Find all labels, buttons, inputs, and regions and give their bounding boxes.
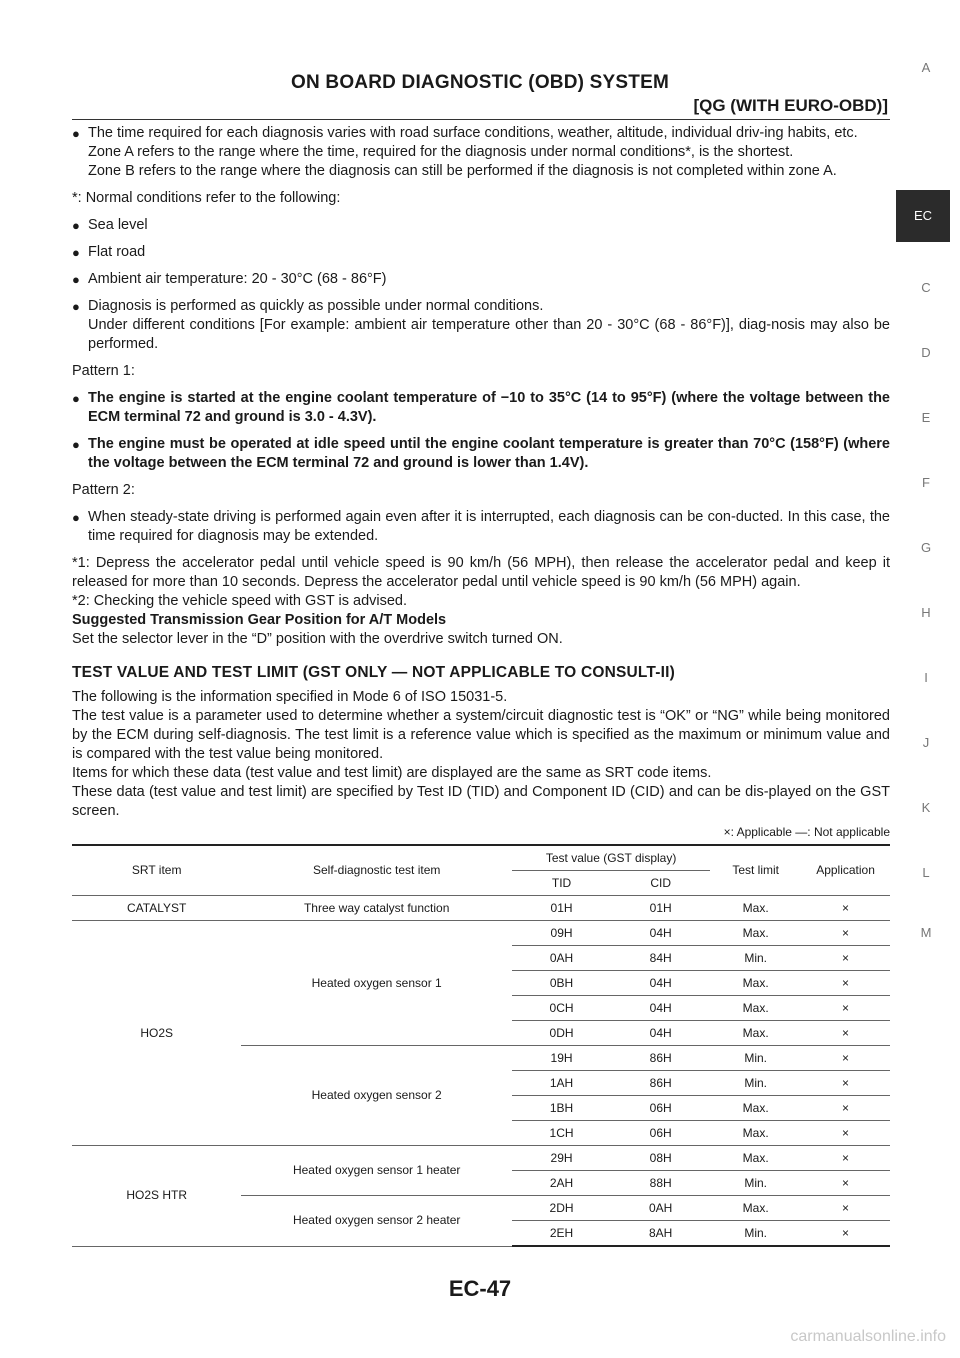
- tid-cell: 2EH: [512, 1221, 611, 1247]
- bullet-icon: ●: [72, 391, 80, 406]
- cid-cell: 84H: [611, 946, 710, 971]
- pattern2-text: When steady-state driving is performed again even after it is interrupted, each diagnosis can be con-ducted. In this case, the time required for diagnosis may be extended.: [88, 509, 890, 544]
- tid-cell: 1AH: [512, 1071, 611, 1096]
- test-limit-cell: Min.: [710, 1221, 801, 1247]
- bullet-icon: ●: [72, 218, 80, 233]
- condition-text: Flat road: [88, 244, 146, 260]
- index-tab: E: [921, 410, 931, 425]
- condition-item: [72, 243, 890, 262]
- page-content: [72, 124, 890, 1247]
- cid-cell: 0AH: [611, 1196, 710, 1221]
- cid-cell: 06H: [611, 1096, 710, 1121]
- cid-cell: 04H: [611, 996, 710, 1021]
- tid-cell: 0AH: [512, 946, 611, 971]
- table-body: [72, 896, 890, 1247]
- cid-cell: 08H: [611, 1146, 710, 1171]
- self-diagnostic-cell: Heated oxygen sensor 1: [241, 921, 512, 1046]
- table-legend: ×: Applicable —: Not applicable: [723, 825, 890, 839]
- pattern2-label: Pattern 2:: [72, 482, 135, 498]
- bullet-icon: ●: [72, 272, 80, 287]
- srt-item-cell: HO2S HTR: [72, 1146, 241, 1247]
- application-cell: ×: [801, 996, 890, 1021]
- gear-title: Suggested Transmission Gear Position for A/T Models: [72, 612, 447, 628]
- index-tab: J: [922, 735, 930, 750]
- page-title: ON BOARD DIAGNOSTIC (OBD) SYSTEM: [291, 72, 669, 93]
- tid-cell: 29H: [512, 1146, 611, 1171]
- text-line: Zone A refers to the range where the time, required for the diagnosis under normal conditions*, is the shortest.: [88, 144, 794, 160]
- cid-cell: 86H: [611, 1046, 710, 1071]
- note-1: *1: Depress the accelerator pedal until vehicle speed is 90 km/h (56 MPH), then release the accelerator pedal and keep it released for more than 10 seconds. Depress the accelerator pedal until vehicle speed is 90 km/h (56 MPH) again.: [72, 555, 890, 590]
- tid-cell: 1BH: [512, 1096, 611, 1121]
- application-cell: ×: [801, 1071, 890, 1096]
- test-limit-cell: Max.: [710, 996, 801, 1021]
- test-limit-cell: Max.: [710, 1021, 801, 1046]
- cid-cell: 04H: [611, 921, 710, 946]
- application-cell: ×: [801, 1121, 890, 1146]
- table-row: [72, 896, 890, 921]
- application-cell: ×: [801, 921, 890, 946]
- application-cell: ×: [801, 896, 890, 921]
- index-tab: F: [922, 475, 930, 490]
- normal-conditions-intro: *: Normal conditions refer to the following:: [72, 190, 341, 206]
- index-tab: K: [921, 800, 931, 815]
- test-limit-cell: Max.: [710, 896, 801, 921]
- header-application: Application: [801, 845, 890, 896]
- header-divider: [72, 119, 890, 120]
- pattern1-item: [72, 389, 890, 427]
- bullet-icon: ●: [72, 245, 80, 260]
- condition-item: [72, 216, 890, 235]
- self-diagnostic-cell: Heated oxygen sensor 2: [241, 1046, 512, 1146]
- text-line: These data (test value and test limit) are specified by Test ID (TID) and Component ID (CID) and can be dis-played on the GST screen.: [72, 784, 890, 819]
- table-row: [72, 1146, 890, 1171]
- application-cell: ×: [801, 1096, 890, 1121]
- cid-cell: 04H: [611, 1021, 710, 1046]
- srt-item-cell: HO2S: [72, 921, 241, 1146]
- test-limit-cell: Min.: [710, 1171, 801, 1196]
- index-tab: A: [921, 60, 931, 75]
- bullet-diagnosis-time: [72, 124, 890, 181]
- index-tab: D: [921, 345, 931, 360]
- test-limit-cell: Max.: [710, 1096, 801, 1121]
- application-cell: ×: [801, 1196, 890, 1221]
- application-cell: ×: [801, 1021, 890, 1046]
- note-2: *2: Checking the vehicle speed with GST is advised.: [72, 593, 408, 609]
- application-cell: ×: [801, 1221, 890, 1247]
- test-limit-cell: Max.: [710, 1146, 801, 1171]
- index-tab: C: [921, 280, 931, 295]
- watermark: carmanualsonline.info: [790, 1328, 946, 1345]
- bullet-icon: ●: [72, 437, 80, 452]
- table-row: [72, 921, 890, 946]
- application-cell: ×: [801, 1171, 890, 1196]
- test-limit-cell: Min.: [710, 1046, 801, 1071]
- application-cell: ×: [801, 971, 890, 996]
- header-cid: CID: [611, 871, 710, 896]
- notes: [72, 554, 890, 649]
- cid-cell: 8AH: [611, 1221, 710, 1247]
- page-number: EC-47: [448, 1276, 512, 1301]
- test-value-table: [72, 844, 890, 1247]
- self-diagnostic-cell: Three way catalyst function: [241, 896, 512, 921]
- index-tab: G: [920, 540, 932, 555]
- test-limit-cell: Max.: [710, 921, 801, 946]
- bullet-icon: ●: [72, 299, 80, 314]
- cid-cell: 01H: [611, 896, 710, 921]
- text-line: The following is the information specified in Mode 6 of ISO 15031-5.: [72, 689, 508, 705]
- tid-cell: 01H: [512, 896, 611, 921]
- index-tab: I: [924, 670, 928, 685]
- header-self-diagnostic: Self-diagnostic test item: [241, 845, 512, 896]
- application-cell: ×: [801, 1146, 890, 1171]
- test-limit-cell: Min.: [710, 1071, 801, 1096]
- gear-text: Set the selector lever in the “D” position with the overdrive switch turned ON.: [72, 631, 563, 647]
- cid-cell: 86H: [611, 1071, 710, 1096]
- tid-cell: 2AH: [512, 1171, 611, 1196]
- test-limit-cell: Max.: [710, 1121, 801, 1146]
- index-tab: H: [921, 605, 931, 620]
- condition-text: Sea level: [88, 217, 148, 233]
- text-line: Zone B refers to the range where the diagnosis can still be performed if the diagnosis is not completed within zone A.: [88, 163, 837, 179]
- header-srt-item: SRT item: [72, 845, 241, 896]
- text-line: Diagnosis is performed as quickly as possible under normal conditions.: [88, 298, 544, 314]
- header-tid: TID: [512, 871, 611, 896]
- application-cell: ×: [801, 946, 890, 971]
- section-heading: TEST VALUE AND TEST LIMIT (GST ONLY — NOT APPLICABLE TO CONSULT-II): [72, 664, 675, 681]
- self-diagnostic-cell: Heated oxygen sensor 1 heater: [241, 1146, 512, 1196]
- header-test-limit: Test limit: [710, 845, 801, 896]
- bullet-icon: ●: [72, 126, 80, 141]
- condition-text: Ambient air temperature: 20 - 30°C (68 - 86°F): [88, 271, 387, 287]
- test-limit-cell: Max.: [710, 1196, 801, 1221]
- section-body: [72, 688, 890, 821]
- text-line: Under different conditions [For example: ambient air temperature other than 20 - 30°C (68 - 86°F)], diag-nosis may also be performed.: [88, 317, 890, 352]
- condition-item: [72, 297, 890, 354]
- header-test-value: Test value (GST display): [512, 845, 710, 871]
- cid-cell: 04H: [611, 971, 710, 996]
- srt-item-cell: CATALYST: [72, 896, 241, 921]
- tid-cell: 1CH: [512, 1121, 611, 1146]
- pattern1-text: The engine must be operated at idle speed until the engine coolant temperature is greater than 70°C (158°F) (where the voltage between the ECM terminal 72 and ground is lower than 1.4V).: [88, 436, 890, 471]
- self-diagnostic-cell: Heated oxygen sensor 2 heater: [241, 1196, 512, 1247]
- pattern1-label: Pattern 1:: [72, 363, 135, 379]
- pattern1-text: The engine is started at the engine coolant temperature of −10 to 35°C (14 to 95°F) (where the voltage between the ECM terminal 72 and ground is 3.0 - 4.3V).: [88, 390, 890, 425]
- application-cell: ×: [801, 1046, 890, 1071]
- index-tab: M: [920, 925, 932, 940]
- text-line: The time required for each diagnosis varies with road surface conditions, weather, altitude, individual driv-ing habits, etc.: [88, 125, 858, 141]
- pattern2-item: [72, 508, 890, 546]
- tid-cell: 0DH: [512, 1021, 611, 1046]
- text-line: Items for which these data (test value and test limit) are displayed are the same as SRT code items.: [72, 765, 712, 781]
- bullet-icon: ●: [72, 510, 80, 525]
- pattern1-item: [72, 435, 890, 473]
- cid-cell: 06H: [611, 1121, 710, 1146]
- text-line: The test value is a parameter used to determine whether a system/circuit diagnostic test is “OK” or “NG” while being monitored by the ECM during self-diagnosis. The test limit is a reference value which is specified as the maximum or minimum value and is compared with the test value being monitored.: [72, 708, 890, 762]
- tid-cell: 0CH: [512, 996, 611, 1021]
- page-subtitle: [QG (WITH EURO-OBD)]: [693, 96, 888, 115]
- test-limit-cell: Max.: [710, 971, 801, 996]
- index-tab: EC: [896, 190, 950, 242]
- test-limit-cell: Min.: [710, 946, 801, 971]
- tid-cell: 0BH: [512, 971, 611, 996]
- condition-item: [72, 270, 890, 289]
- tid-cell: 09H: [512, 921, 611, 946]
- index-tab: L: [922, 865, 930, 880]
- tid-cell: 19H: [512, 1046, 611, 1071]
- tid-cell: 2DH: [512, 1196, 611, 1221]
- cid-cell: 88H: [611, 1171, 710, 1196]
